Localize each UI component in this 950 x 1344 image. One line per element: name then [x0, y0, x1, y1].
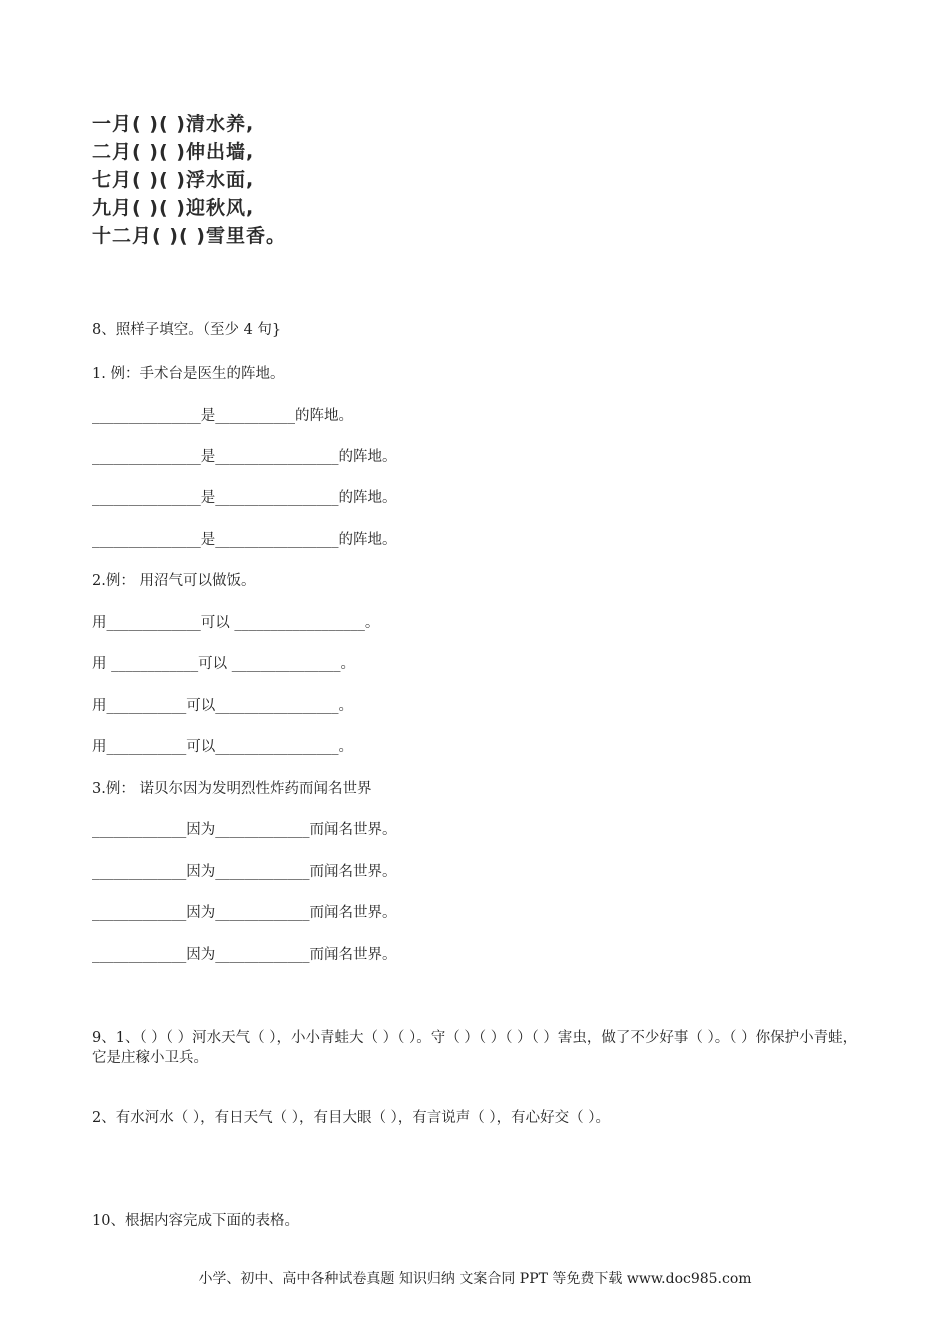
fill-line: 用___________可以_________________。 — [92, 739, 353, 755]
poem-image — [92, 110, 286, 250]
fill-line: _____________因为_____________而闻名世界。 — [92, 822, 397, 838]
fill-line: _____________因为_____________而闻名世界。 — [92, 947, 397, 963]
fill-line: _______________是_________________的阵地。 — [92, 532, 397, 548]
poem-line: 一月( )( )清水养, — [92, 113, 255, 135]
q8-example-1: 1. 例：手术台是医生的阵地。 — [92, 366, 285, 382]
poem-line: 七月( )( )浮水面, — [92, 169, 255, 191]
fill-line: _______________是___________的阵地。 — [92, 408, 353, 424]
q9-paragraph-2: 2、有水河水（ ），有日天气（ ），有目大眼（ ），有言说声（ ），有心好交（ ）。 — [92, 1110, 611, 1126]
q10-title: 10、根据内容完成下面的表格。 — [92, 1213, 299, 1229]
q8-title: 8、照样子填空。（至少 4 句} — [92, 322, 282, 338]
fill-line: _____________因为_____________而闻名世界。 — [92, 905, 397, 921]
fill-line: _____________因为_____________而闻名世界。 — [92, 864, 397, 880]
poem-line: 二月( )( )伸出墙, — [92, 141, 255, 163]
q8-example-3: 3.例： 诺贝尔因为发明烈性炸药而闻名世界 — [92, 781, 372, 797]
page-footer: 小学、初中、高中各种试卷真题 知识归纳 文案合同 PPT 等免费下载 www.doc985.com — [198, 1271, 752, 1287]
fill-line: 用 ____________可以 _______________。 — [92, 656, 355, 672]
q9-paragraph-1: 9、1、（ ）（ ）河水天气（ ），小小青蛙大（ ）（ ）。守（ ）（ ）（ ）（ ）害虫，做了不少好事（ ）。（ ）你保护小青蛙，它是庄稼小卫兵。 — [92, 1030, 858, 1066]
poem-line: 十二月( )( )雪里香。 — [92, 225, 286, 247]
q8-example-2: 2.例： 用沼气可以做饭。 — [92, 573, 256, 589]
fill-line: 用___________可以_________________。 — [92, 698, 353, 714]
fill-line: _______________是_________________的阵地。 — [92, 449, 397, 465]
fill-line: 用_____________可以 __________________。 — [92, 615, 380, 631]
poem-line: 九月( )( )迎秋风, — [92, 197, 255, 219]
fill-line: _______________是_________________的阵地。 — [92, 490, 397, 506]
